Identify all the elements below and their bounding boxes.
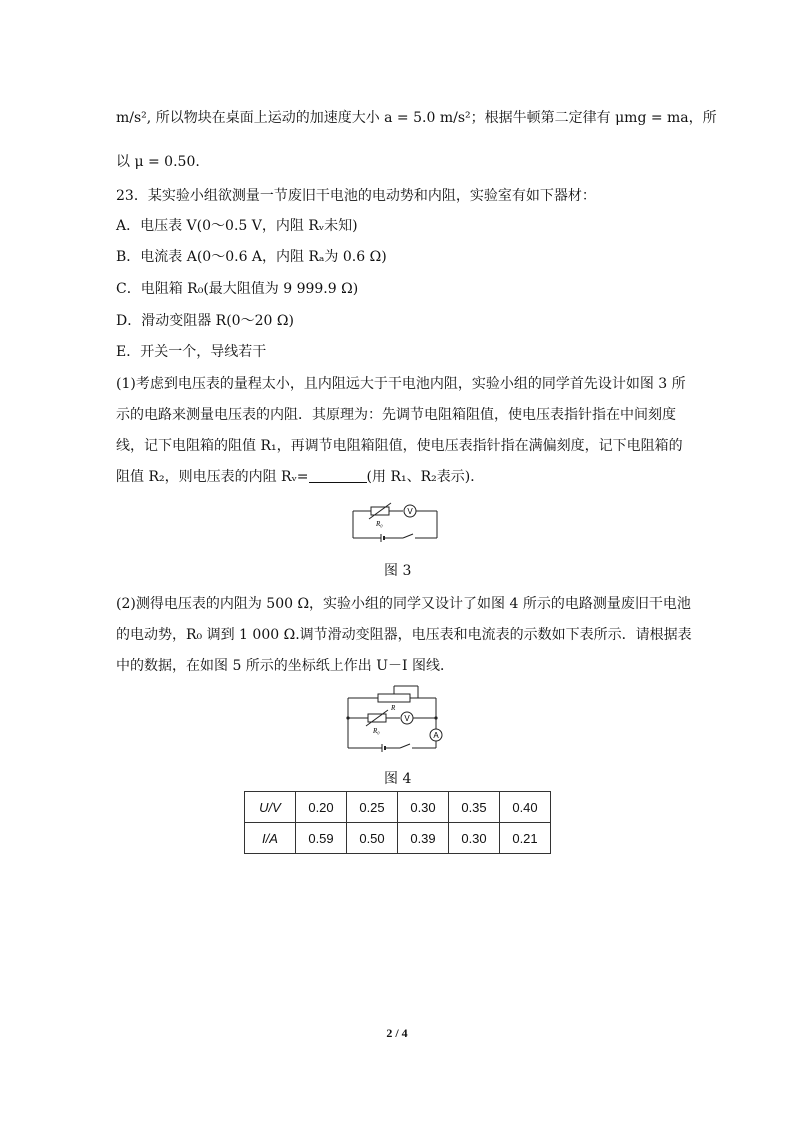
table-cell: 0.30	[398, 792, 449, 823]
table-cell: 0.30	[449, 823, 500, 854]
text-line-1: m/s², 所以物块在桌面上运动的加速度大小 a = 5.0 m/s²；根据牛顿第二定律有 μmg = ma，所	[116, 110, 717, 126]
option-d: D．滑动变阻器 R(0～20 Ω)	[116, 313, 294, 329]
part1-line-3: 线，记下电阻箱的阻值 R₁，再调节电阻箱阻值，使电压表指针指在满偏刻度，记下电阻箱的	[116, 438, 683, 454]
part1-line-4	[116, 467, 484, 487]
table-row	[245, 792, 551, 823]
data-table	[244, 791, 551, 854]
option-c: C．电阻箱 R₀(最大阻值为 9 999.9 Ω)	[116, 281, 359, 297]
table-row-header: I/A	[245, 823, 296, 854]
question-23-title: 23．某实验小组欲测量一节废旧干电池的电动势和内阻，实验室有如下器材：	[116, 188, 596, 204]
answer-blank	[309, 468, 367, 483]
part2-line-2: 的电动势，R₀ 调到 1 000 Ω.调节滑动变阻器，电压表和电流表的示数如下表所示．请根据表	[116, 627, 692, 643]
text-line-2: 以 μ = 0.50.	[116, 154, 200, 170]
fig4-rheostat-label: R	[391, 704, 396, 712]
table-cell: 0.35	[449, 792, 500, 823]
fig3-voltmeter-label: V	[407, 507, 413, 516]
fig3-resistor-label: R₀	[376, 520, 383, 528]
table-cell: 0.40	[500, 792, 551, 823]
fig4-resistor-label: R₀	[373, 727, 380, 735]
part1-line-4-a: 阻值 R₂，则电压表的内阻 Rᵥ=	[116, 469, 309, 485]
option-b: B．电流表 A(0～0.6 A，内阻 Rₐ为 0.6 Ω)	[116, 249, 387, 265]
part2-line-3: 中的数据，在如图 5 所示的坐标纸上作出 U－I 图线．	[116, 658, 455, 674]
table-row-header: U/V	[245, 792, 296, 823]
figure-4-circuit	[342, 684, 452, 756]
option-a: A．电压表 V(0～0.5 V，内阻 Rᵥ未知)	[116, 218, 358, 234]
page-number: 2 / 4	[386, 1026, 408, 1040]
table-cell: 0.39	[398, 823, 449, 854]
part1-line-4-b: (用 R₁、R₂表示)．	[366, 469, 485, 485]
part1-line-1: (1)考虑到电压表的量程太小，且内阻远大于干电池内阻，实验小组的同学首先设计如图 3 所	[116, 376, 686, 392]
figure-3-caption: 图 3	[384, 563, 412, 579]
part1-line-2: 示的电路来测量电压表的内阻．其原理为：先调节电阻箱阻值，使电压表指针指在中间刻度	[116, 407, 676, 423]
figure-4-caption: 图 4	[384, 771, 412, 787]
table-cell: 0.59	[296, 823, 347, 854]
table-cell: 0.20	[296, 792, 347, 823]
fig4-ammeter-label: A	[433, 731, 439, 740]
table-cell: 0.21	[500, 823, 551, 854]
table-cell: 0.50	[347, 823, 398, 854]
table-row	[245, 823, 551, 854]
table-cell: 0.25	[347, 792, 398, 823]
fig4-voltmeter-label: V	[404, 714, 410, 723]
figure-3-circuit	[345, 502, 445, 546]
part2-line-1: (2)测得电压表的内阻为 500 Ω，实验小组的同学又设计了如图 4 所示的电路测量废旧干电池	[116, 596, 691, 612]
option-e: E．开关一个，导线若干	[116, 344, 267, 360]
